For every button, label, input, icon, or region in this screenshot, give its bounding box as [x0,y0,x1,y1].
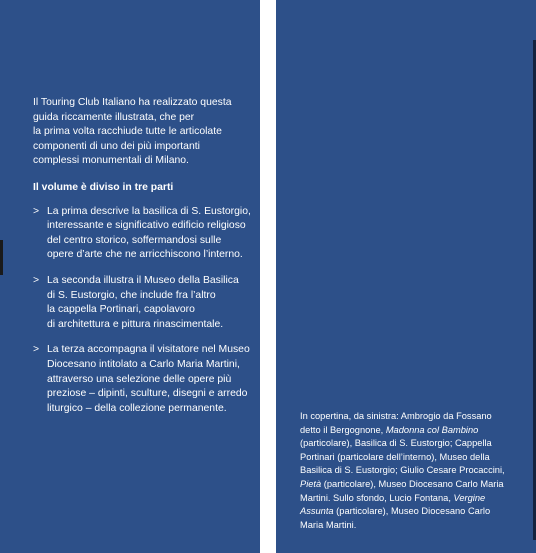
caption-paragraph [300,410,532,532]
caption-text: (particolare), Museo Diocesano Carlo Maria [321,478,504,489]
caption-text: Martini. Sullo sfondo, Lucio Fontana, [300,492,454,503]
cover-caption [300,410,532,532]
bullet-item [33,343,255,416]
bullet-line: liturgico – della collezione permanente. [47,402,227,414]
bullet-line: preziose – dipinti, sculture, disegni e arredo [47,388,248,400]
caption-text: Basilica di S. Eustorgio; Giulio Cesare Procaccini, [300,465,505,476]
bullet-line: La prima descrive la basilica di S. Eustorgio, [47,205,251,217]
intro-paragraph [33,96,255,169]
bullet-marker: > [33,344,40,356]
intro-line: la prima volta racchiude tutte le articolate [33,126,222,138]
artwork-title: Assunta [300,506,334,517]
left-text-block [33,96,255,427]
intro-line: componenti di uno dei più importanti [33,140,200,152]
artwork-title: Madonna col Bambino [385,424,479,435]
left-edge-strip [0,240,3,275]
bullet-item [33,274,255,332]
caption-text: (particolare), Museo Diocesano Carlo [333,506,491,517]
bullet-line: La terza accompagna il visitatore nel Museo [47,344,250,356]
artwork-title: Pietà [300,478,322,489]
caption-text: Maria Martini. [300,519,357,530]
section-heading: Il volume è diviso in tre parti [33,181,174,193]
artwork-title: Vergine [453,492,486,503]
caption-text: detto il Bergognone, [300,424,386,435]
bullet-line: attraverso una selezione delle opere più [47,373,232,385]
bullet-line: la cappella Portinari, capolavoro [47,304,195,316]
bullet-line: La seconda illustra il Museo della Basilica [47,274,239,286]
left-panel [0,0,260,553]
bullet-line: Diocesano intitolato a Carlo Maria Martini, [47,358,240,370]
intro-line: complessi monumentali di Milano. [33,155,189,167]
bullet-marker: > [33,274,40,286]
bullet-line: interessante e significativo edificio religioso [47,220,246,232]
bullet-line: opere d’arte che ne arricchiscono l’interno. [47,249,243,261]
bullet-marker: > [33,205,40,217]
caption-text: Portinari (particolare dell’interno), Museo della [300,451,490,462]
intro-line: guida riccamente illustrata, che per [33,111,195,123]
intro-line: Il Touring Club Italiano ha realizzato questa [33,97,232,108]
bullet-line: del centro storico, soffermandosi sulle [47,234,222,246]
caption-text: In copertina, da sinistra: Ambrogio da Fossano [300,411,492,421]
bullet-item [33,205,255,263]
bullet-line: di architettura e pittura rinascimentale. [47,318,224,330]
caption-text: (particolare), Basilica di S. Eustorgio; Cappella [300,438,492,449]
bullet-line: di S. Eustorgio, che include fra l’altro [47,289,216,301]
right-panel [276,0,536,553]
center-gutter [260,0,276,553]
